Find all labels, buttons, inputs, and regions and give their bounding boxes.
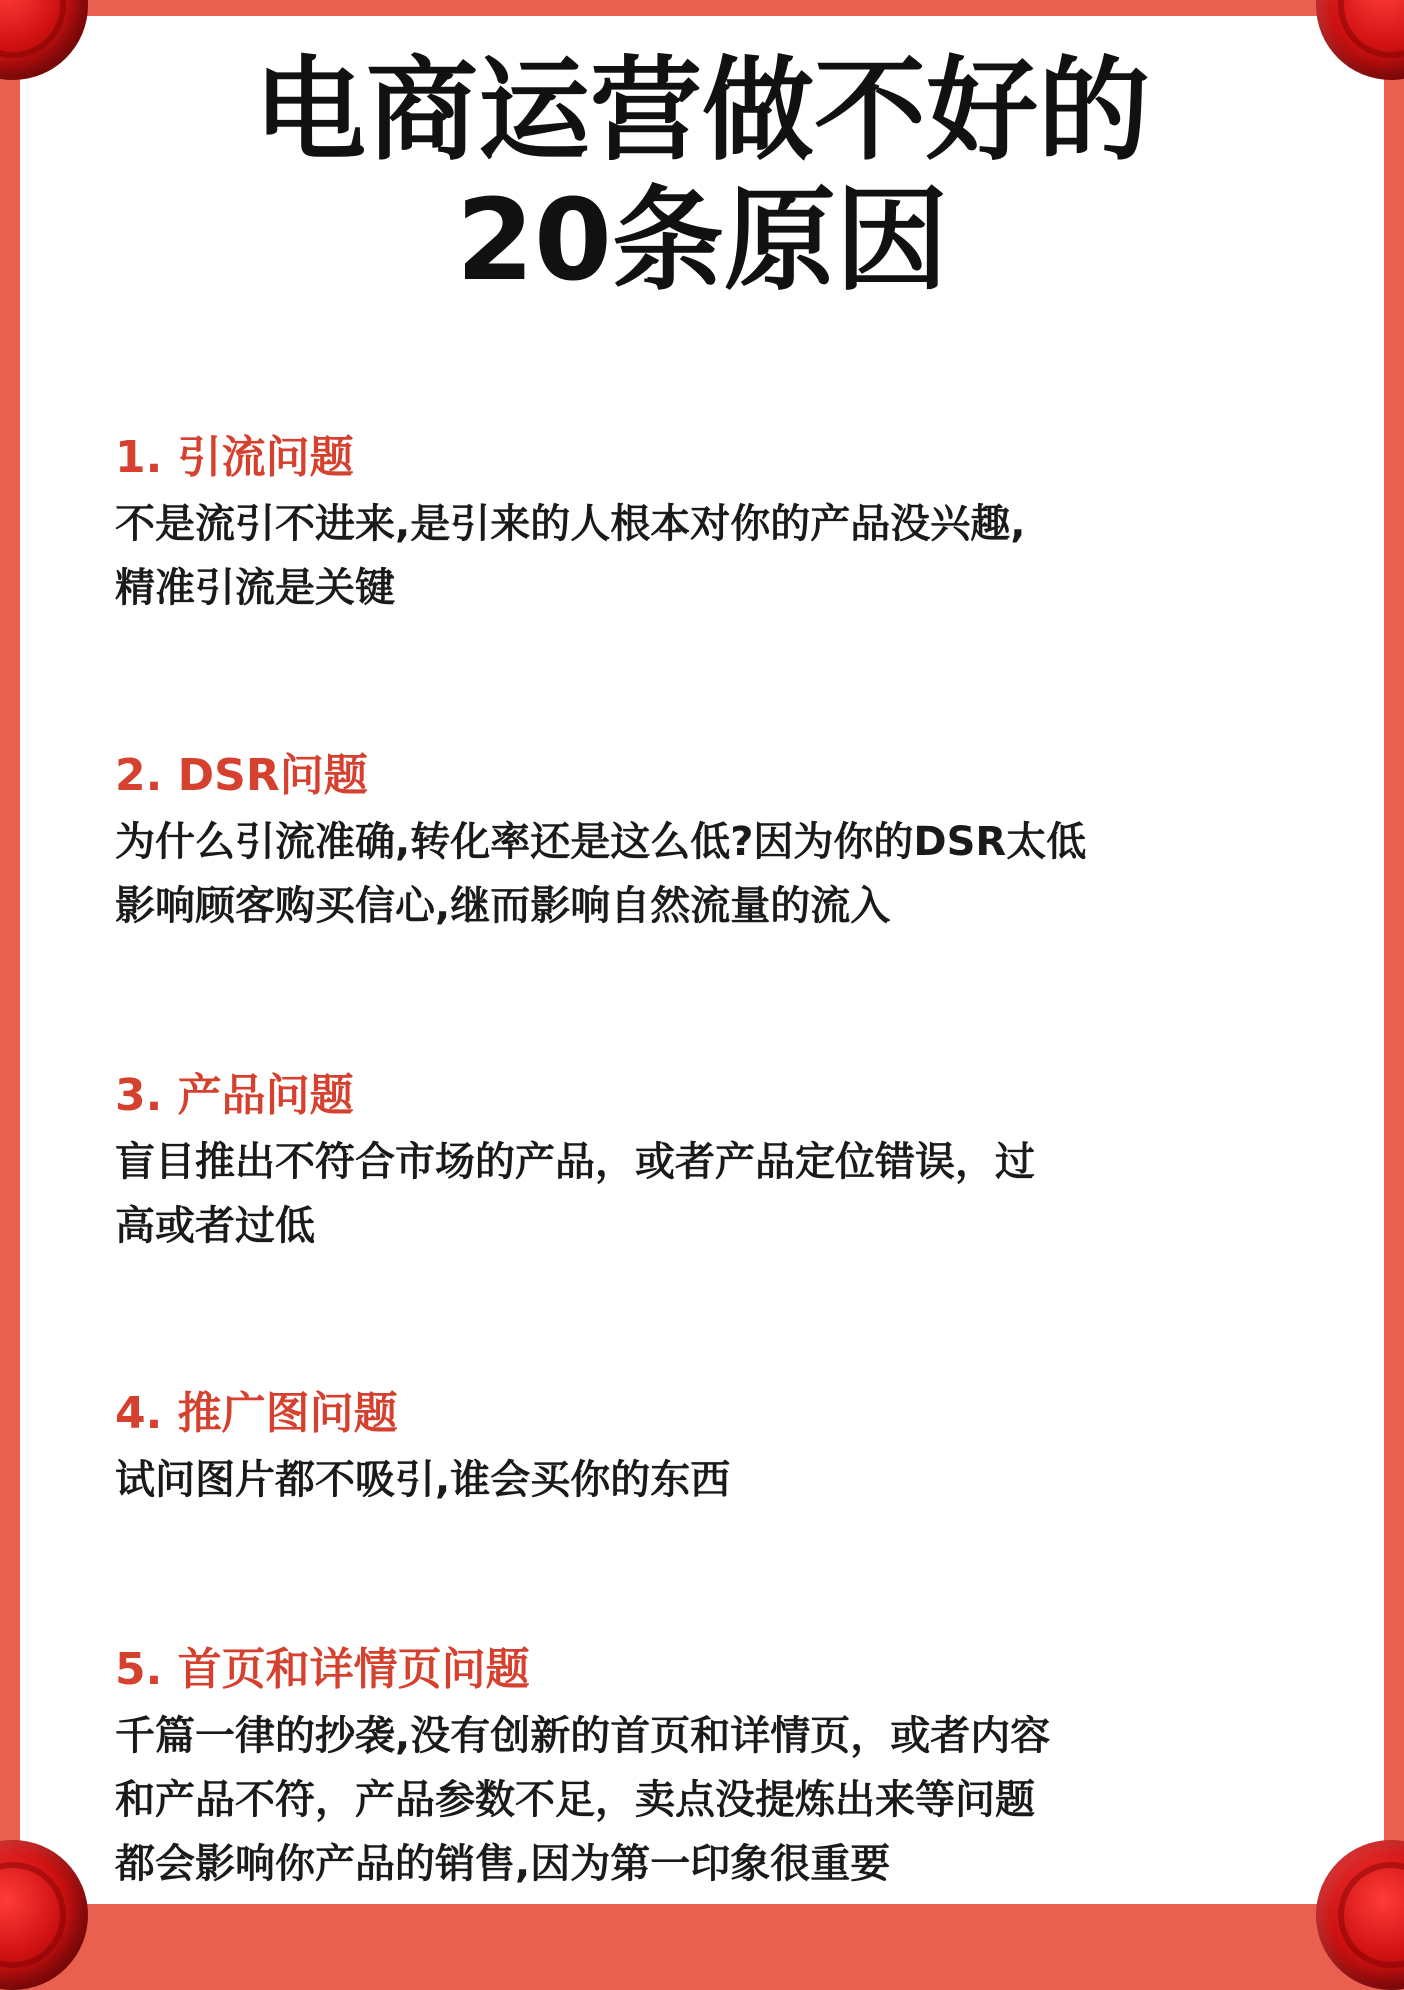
title-line-1: 电商运营做不好的 (254, 46, 1150, 176)
reason-section-1 (115, 428, 1355, 620)
section-heading: 2. DSR问题 (115, 750, 368, 801)
body-line: 试问图片都不吸引,谁会买你的东西 (115, 1457, 731, 1503)
reason-section-5 (115, 1640, 1355, 1896)
reason-section-2 (115, 746, 1355, 938)
section-heading: 5. 首页和详情页问题 (115, 1644, 530, 1695)
section-body (115, 810, 1355, 938)
body-line: 和产品不符，产品参数不足，卖点没提炼出来等问题 (115, 1777, 1035, 1823)
body-line: 盲目推出不符合市场的产品，或者产品定位错误，过 (115, 1139, 1035, 1185)
reason-section-4 (115, 1384, 1355, 1512)
body-line: 精准引流是关键 (115, 565, 395, 611)
body-line: 影响顾客购买信心,继而影响自然流量的流入 (115, 883, 891, 929)
section-body (115, 492, 1355, 620)
body-line: 高或者过低 (115, 1203, 315, 1249)
body-line: 不是流引不进来,是引来的人根本对你的产品没兴趣, (115, 501, 1026, 547)
section-heading: 1. 引流问题 (115, 432, 354, 483)
reason-section-3 (115, 1066, 1355, 1258)
body-line: 为什么引流准确,转化率还是这么低?因为你的DSR太低 (115, 819, 1087, 865)
page-title (0, 46, 1404, 306)
body-line: 都会影响你产品的销售,因为第一印象很重要 (115, 1841, 891, 1887)
section-body (115, 1704, 1355, 1896)
body-line: 千篇一律的抄袭,没有创新的首页和详情页，或者内容 (115, 1713, 1051, 1759)
section-body (115, 1448, 1355, 1512)
title-line-2: 20条原因 (456, 176, 948, 306)
section-body (115, 1130, 1355, 1258)
section-heading: 3. 产品问题 (115, 1070, 354, 1121)
section-heading: 4. 推广图问题 (115, 1388, 398, 1439)
